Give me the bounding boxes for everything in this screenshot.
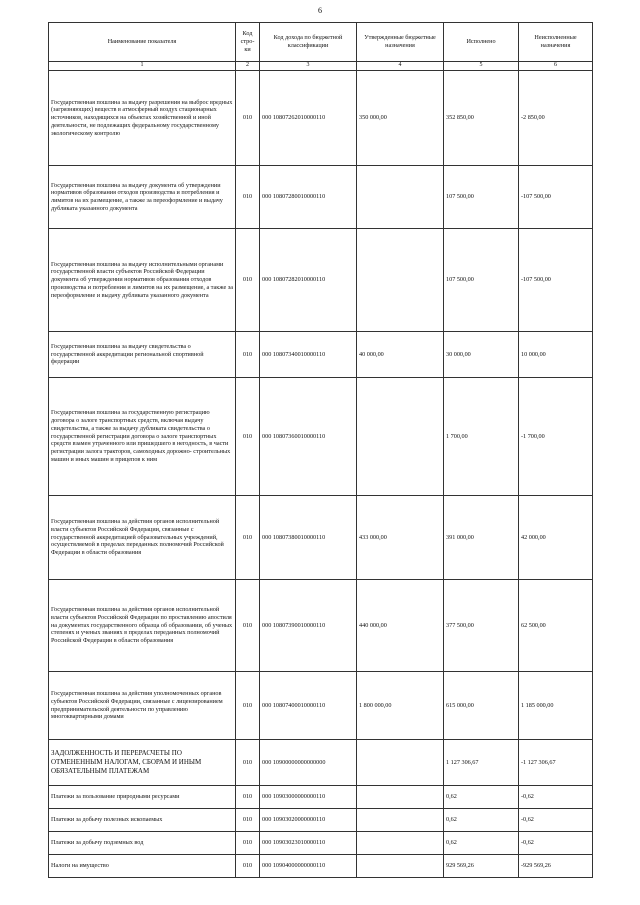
indicator-name: Налоги на имущество: [49, 855, 236, 878]
income-code: 000 10900000000000000: [260, 740, 357, 786]
table-row: [49, 786, 593, 809]
indicator-name: Государственная пошлина за действия органов исполнительной власти субъектов Российской Федерации, связанные с государственной аккредитацией образовательных учреждений, осуществляемой в пределах переданных полномочий Российской Федерации в области образования: [49, 496, 236, 580]
indicator-name: Государственная пошлина за выдачу исполнительными органами государственной власти субъектов Российской Федерации документа об утверждении нормативов образования отходов производства и потребления и лимитов на их размещение, а также за переоформление и выдачу дубликата указанного документа: [49, 229, 236, 332]
unexecuted-amount: 42 000,00: [519, 496, 593, 580]
executed-amount: 0,62: [444, 809, 519, 832]
indicator-name: Государственная пошлина за действия уполномоченных органов субъектов Российской Федерации, связанные с лицензированием предпринимательской деятельности по управлению многоквартирными домами: [49, 672, 236, 740]
income-code: 000 10807360010000110: [260, 378, 357, 496]
page-number: 6: [318, 6, 322, 15]
income-code: 000 10807380010000110: [260, 496, 357, 580]
approved-amount: [357, 229, 444, 332]
income-code: 000 10903023010000110: [260, 832, 357, 855]
indicator-name: Государственная пошлина за выдачу разрешения на выброс вредных (загрязняющих) веществ в атмосферный воздух стационарных источников, находящихся на объектах хозяйственной и иной деятельности, не подлежащих федеральному государственному экологическому контролю: [49, 71, 236, 166]
line-code: 010: [236, 740, 260, 786]
line-code: 010: [236, 332, 260, 378]
header-approved: Утвержденные бюджетные назначения: [357, 23, 444, 62]
income-code: 000 10807390010000110: [260, 580, 357, 672]
column-number: 3: [260, 62, 357, 71]
header-executed: Исполнено: [444, 23, 519, 62]
table-row: [49, 855, 593, 878]
unexecuted-amount: -2 850,00: [519, 71, 593, 166]
indicator-name: Платежи за добычу подземных вод: [49, 832, 236, 855]
unexecuted-amount: -1 127 306,67: [519, 740, 593, 786]
approved-amount: 40 000,00: [357, 332, 444, 378]
column-number: 2: [236, 62, 260, 71]
approved-amount: [357, 809, 444, 832]
line-code: 010: [236, 672, 260, 740]
income-code: 000 10807340010000110: [260, 332, 357, 378]
executed-amount: 30 000,00: [444, 332, 519, 378]
approved-amount: [357, 855, 444, 878]
line-code: 010: [236, 832, 260, 855]
header-indicator-name: Наименование показателя: [49, 23, 236, 62]
income-code: 000 10807262010000110: [260, 71, 357, 166]
executed-amount: 1 700,00: [444, 378, 519, 496]
indicator-name: Платежи за добычу полезных ископаемых: [49, 809, 236, 832]
table-row: [49, 229, 593, 332]
income-code: 000 10904000000000110: [260, 855, 357, 878]
line-code: 010: [236, 809, 260, 832]
executed-amount: 0,62: [444, 832, 519, 855]
column-number-row: [49, 62, 593, 71]
approved-amount: 1 800 000,00: [357, 672, 444, 740]
budget-execution-table: [48, 22, 593, 878]
approved-amount: [357, 832, 444, 855]
column-number: 4: [357, 62, 444, 71]
unexecuted-amount: 1 185 000,00: [519, 672, 593, 740]
unexecuted-amount: -0,62: [519, 832, 593, 855]
executed-amount: 352 850,00: [444, 71, 519, 166]
table-row: [49, 166, 593, 229]
table-row: [49, 580, 593, 672]
executed-amount: 107 500,00: [444, 166, 519, 229]
line-code: 010: [236, 71, 260, 166]
approved-amount: [357, 740, 444, 786]
unexecuted-amount: -929 569,26: [519, 855, 593, 878]
line-code: 010: [236, 496, 260, 580]
line-code: 010: [236, 166, 260, 229]
line-code: 010: [236, 580, 260, 672]
income-code: 000 10807280010000110: [260, 166, 357, 229]
indicator-name: Государственная пошлина за выдачу свидетельства о государственной аккредитации региональной спортивной федерации: [49, 332, 236, 378]
line-code: 010: [236, 786, 260, 809]
table-row: [49, 496, 593, 580]
approved-amount: 440 000,00: [357, 580, 444, 672]
column-number: 5: [444, 62, 519, 71]
income-code: 000 10903020000000110: [260, 809, 357, 832]
indicator-name: Государственная пошлина за выдачу документа об утверждении нормативов образования отходов производства и потребления и лимитов на их размещение, а также за переоформление и выдачу дубликата указанного документа: [49, 166, 236, 229]
header-line-code: Код стро-ки: [236, 23, 260, 62]
approved-amount: 350 000,00: [357, 71, 444, 166]
header-income-code: Код дохода по бюджетной классификации: [260, 23, 357, 62]
line-code: 010: [236, 229, 260, 332]
table-header-row: [49, 23, 593, 62]
executed-amount: 0,62: [444, 786, 519, 809]
approved-amount: 433 000,00: [357, 496, 444, 580]
header-unexecuted: Неисполненные назначения: [519, 23, 593, 62]
unexecuted-amount: 10 000,00: [519, 332, 593, 378]
unexecuted-amount: -107 500,00: [519, 229, 593, 332]
unexecuted-amount: -107 500,00: [519, 166, 593, 229]
executed-amount: 615 000,00: [444, 672, 519, 740]
income-code: 000 10903000000000110: [260, 786, 357, 809]
indicator-name: ЗАДОЛЖЕННОСТЬ И ПЕРЕРАСЧЕТЫ ПО ОТМЕНЕННЫМ НАЛОГАМ, СБОРАМ И ИНЫМ ОБЯЗАТЕЛЬНЫМ ПЛАТЕЖАМ: [49, 740, 236, 786]
table-row: [49, 740, 593, 786]
unexecuted-amount: -0,62: [519, 786, 593, 809]
indicator-name: Платежи за пользование природными ресурсами: [49, 786, 236, 809]
indicator-name: Государственная пошлина за государственную регистрацию договора о залоге транспортных средств, включая выдачу свидетельства, а также за выдачу дубликата свидетельства о государственной регистрации договора о залоге транспортных средств взамен утраченного или пришедшего в негодность, в части регистрации залога тракторов, самоходных дорожно- строительных машин и иных машин и прицепов к ним: [49, 378, 236, 496]
executed-amount: 929 569,26: [444, 855, 519, 878]
indicator-name: Государственная пошлина за действия органов исполнительной власти субъектов Российской Федерации по проставлению апостиля на документах государственного образца об образовании, об ученых степенях и ученых званиях в пределах переданных полномочий Российской Федерации в области образования: [49, 580, 236, 672]
executed-amount: 377 500,00: [444, 580, 519, 672]
line-code: 010: [236, 378, 260, 496]
table-row: [49, 71, 593, 166]
executed-amount: 391 000,00: [444, 496, 519, 580]
line-code: 010: [236, 855, 260, 878]
table-row: [49, 832, 593, 855]
approved-amount: [357, 378, 444, 496]
unexecuted-amount: 62 500,00: [519, 580, 593, 672]
column-number: 1: [49, 62, 236, 71]
column-number: 6: [519, 62, 593, 71]
table-row: [49, 809, 593, 832]
unexecuted-amount: -0,62: [519, 809, 593, 832]
table-row: [49, 672, 593, 740]
approved-amount: [357, 166, 444, 229]
executed-amount: 1 127 306,67: [444, 740, 519, 786]
table-row: [49, 378, 593, 496]
income-code: 000 10807400010000110: [260, 672, 357, 740]
unexecuted-amount: -1 700,00: [519, 378, 593, 496]
income-code: 000 10807282010000110: [260, 229, 357, 332]
table-row: [49, 332, 593, 378]
approved-amount: [357, 786, 444, 809]
executed-amount: 107 500,00: [444, 229, 519, 332]
